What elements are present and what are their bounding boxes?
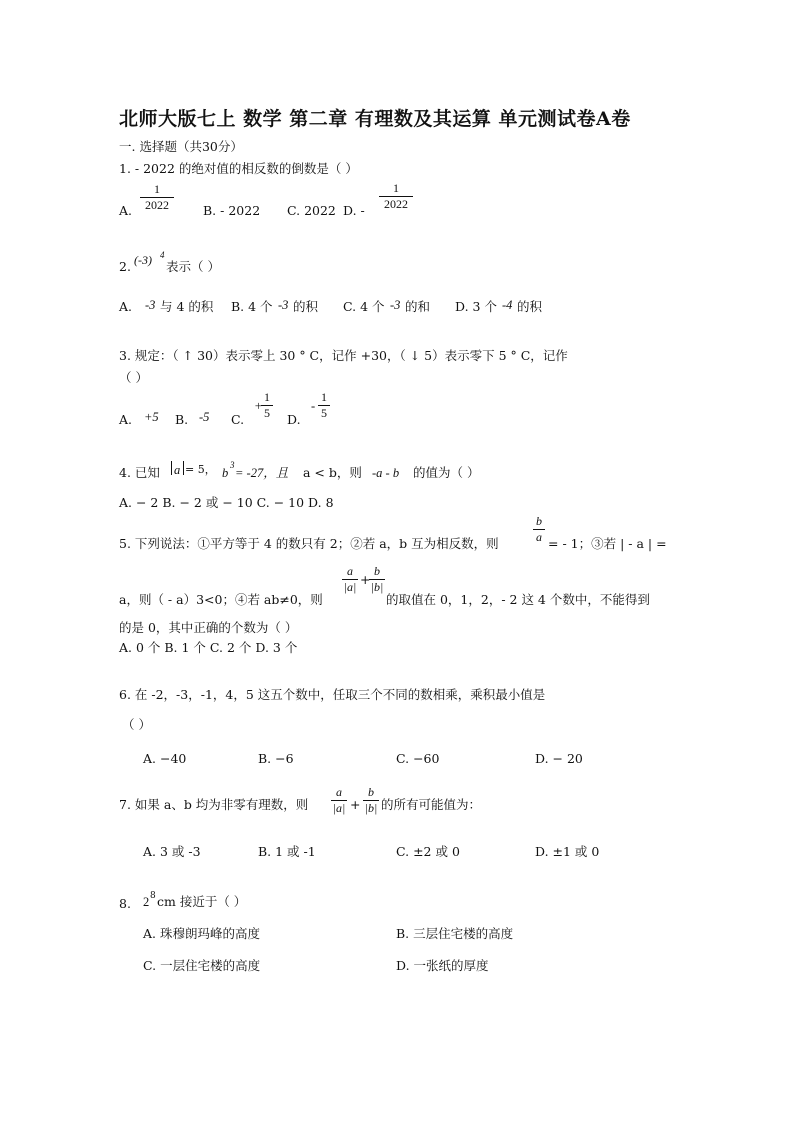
q7-option-a: A. 3 或 -3 <box>143 844 201 859</box>
q2-option-c-text: C. 4 个 <box>343 299 385 314</box>
q5-line2-num2: b <box>374 564 380 578</box>
q4-abs-right-bar <box>183 461 184 475</box>
q4-condition: a < b，则 <box>303 465 362 480</box>
q8-option-c: C. 一层住宅楼的高度 <box>143 958 261 973</box>
q3-c-numerator: 1 <box>264 390 270 404</box>
q5-line2-den1: |a| <box>343 580 357 594</box>
q4-minus27: = -27，且 <box>235 466 289 480</box>
q2-exponent: 4 <box>160 250 165 260</box>
q4-var-b: b <box>222 466 229 480</box>
q7-num2: b <box>368 785 374 799</box>
q3-option-b-label: B. <box>175 412 189 427</box>
q8-option-d: D. 一张纸的厚度 <box>396 958 489 973</box>
q2-option-a-label: A. <box>119 299 133 314</box>
q7-stem-end: 的所有可能值为： <box>381 797 482 812</box>
q4-abs-left-bar <box>171 461 172 475</box>
q3-c-denominator: 5 <box>264 406 270 420</box>
q1-d-denominator: 2022 <box>384 197 408 211</box>
q1-d-numerator: 1 <box>393 181 399 195</box>
q2-number: 2. <box>119 259 131 274</box>
q3-option-c-fraction <box>261 391 273 420</box>
q7-num1: a <box>336 785 342 799</box>
q7-plus: + <box>350 797 361 812</box>
q5-fraction-a-over-abs-a <box>342 565 358 594</box>
q5-line2-den2: |b| <box>370 580 384 594</box>
q1-a-numerator: 1 <box>154 182 160 196</box>
q1-option-a-label: A. <box>119 203 133 218</box>
q2-option-d-suffix: 的积 <box>517 299 543 314</box>
q3-option-a-label: A. <box>119 412 133 427</box>
q4-stem-end: 的值为（ ） <box>413 465 480 480</box>
q6-option-d: D. − 20 <box>535 751 583 766</box>
q1-option-b: B. - 2022 <box>203 203 261 218</box>
q7-den2: |b| <box>364 801 378 815</box>
q5-line3: 的是 0，其中正确的个数为（ ） <box>119 620 298 635</box>
q3-option-d-sign: - <box>311 399 316 413</box>
q5-frac-den: a <box>536 530 542 544</box>
q6-stem-line1: 6. 在 -2，-3，-1，4，5 这五个数中，任取三个不同的数相乘，乘积最小值是 <box>119 687 546 702</box>
q3-option-c-label: C. <box>231 412 245 427</box>
q7-option-b: B. 1 或 -1 <box>258 844 316 859</box>
q7-option-c: C. ±2 或 0 <box>396 844 460 859</box>
q6-stem-line2: （ ） <box>122 717 151 732</box>
q1-option-d-fraction <box>379 182 413 211</box>
q8-option-a: A. 珠穆朗玛峰的高度 <box>143 926 260 941</box>
q3-option-c-sign: + <box>254 399 263 413</box>
q5-options: A. 0 个 B. 1 个 C. 2 个 D. 3 个 <box>119 640 298 655</box>
q7-fraction-b-over-abs-b <box>363 786 379 815</box>
q1-stem: 1. - 2022 的绝对值的相反数的倒数是（ ） <box>119 161 358 176</box>
q5-line1-start: 5. 下列说法：①平方等于 4 的数只有 2；②若 a，b 互为相反数，则 <box>119 536 499 551</box>
q2-option-a-text: 与 4 的积 <box>160 299 214 314</box>
q5-frac-num: b <box>536 514 542 528</box>
q7-option-d: D. ±1 或 0 <box>535 844 600 859</box>
q1-option-d-label: D. - <box>343 203 365 218</box>
q3-option-d-label: D. <box>287 412 301 427</box>
q8-base: 2 <box>143 895 150 909</box>
q6-option-b: B. −6 <box>258 751 294 766</box>
q2-option-d-text: D. 3 个 <box>455 299 497 314</box>
q5-line2-num1: a <box>347 564 353 578</box>
q4-expression: -a - b <box>372 466 400 480</box>
q1-option-a-fraction <box>140 183 174 212</box>
q4-abs-equals: = 5， <box>185 463 216 476</box>
q8-option-b: B. 三层住宅楼的高度 <box>396 926 514 941</box>
q5-fraction-b-over-a <box>533 515 545 544</box>
q8-number: 8. <box>119 896 131 911</box>
q7-stem-start: 7. 如果 a、b 均为非零有理数，则 <box>119 797 309 812</box>
q1-option-c: C. 2022 <box>287 203 336 218</box>
q5-plus: + <box>360 572 371 587</box>
q3-stem-line2: （ ） <box>119 370 148 385</box>
q2-option-d-value: -4 <box>502 298 513 312</box>
q3-option-d-fraction <box>318 391 330 420</box>
q2-option-c-value: -3 <box>390 298 401 312</box>
q5-line2-start: a，则（ - a）3<0；④若 ab≠0，则 <box>119 592 323 607</box>
q6-option-a: A. −40 <box>143 751 187 766</box>
q4-stem-start: 4. 已知 <box>119 465 160 480</box>
q2-option-a-value: -3 <box>145 298 156 312</box>
q7-fraction-a-over-abs-a <box>331 786 347 815</box>
q3-option-b-value: -5 <box>199 410 210 424</box>
q4-abs-var: a <box>174 463 181 477</box>
q4-var-b-exponent: 3 <box>230 460 235 470</box>
section-heading: 一. 选择题（共30分） <box>119 139 243 154</box>
q2-stem: 表示（ ） <box>166 259 220 274</box>
q7-den1: |a| <box>332 801 346 815</box>
q2-option-b-value: -3 <box>278 298 289 312</box>
page-title: 北师大版七上 数学 第二章 有理数及其运算 单元测试卷A卷 <box>119 108 631 130</box>
q2-base: (-3) <box>134 253 152 267</box>
q3-d-denominator: 5 <box>321 406 327 420</box>
q2-option-b-suffix: 的积 <box>293 299 319 314</box>
q1-a-denominator: 2022 <box>145 198 169 212</box>
q5-line1-end: = - 1；③若 | - a | = <box>548 536 667 551</box>
q4-options: A. − 2 B. − 2 或 − 10 C. − 10 D. 8 <box>119 495 334 510</box>
q5-line2-end: 的取值在 0，1，2，- 2 这 4 个数中，不能得到 <box>386 592 650 607</box>
q3-option-a-value: +5 <box>144 410 159 424</box>
q8-stem: cm 接近于（ ） <box>157 894 247 909</box>
q3-stem-line1: 3. 规定：（ ↑ 30）表示零上 30 ° C，记作 +30，（ ↓ 5）表示零下 5 ° C，记作 <box>119 348 568 363</box>
q2-option-b-text: B. 4 个 <box>231 299 273 314</box>
q3-d-numerator: 1 <box>321 390 327 404</box>
q8-exponent: 8 <box>150 891 156 901</box>
q2-option-c-suffix: 的和 <box>405 299 431 314</box>
q5-fraction-b-over-abs-b <box>369 565 385 594</box>
q6-option-c: C. −60 <box>396 751 440 766</box>
